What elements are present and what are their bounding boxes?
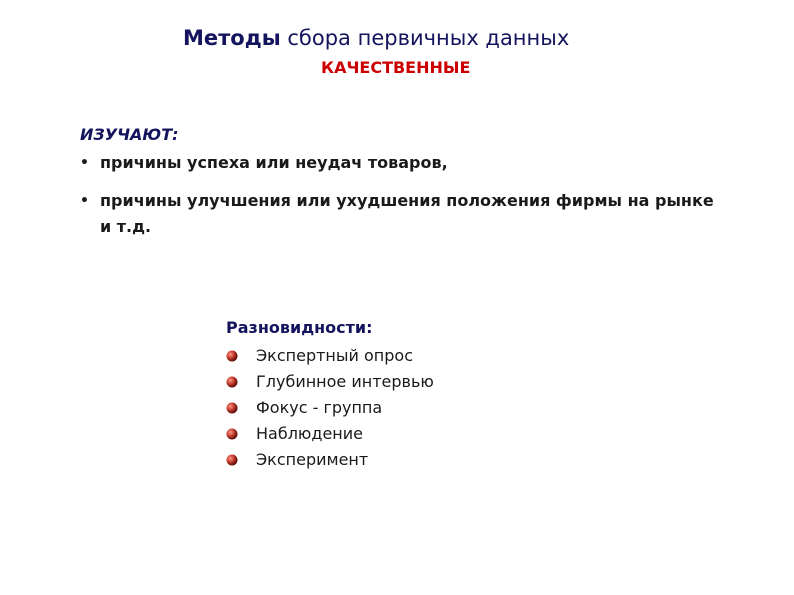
types-list-item [226, 421, 434, 447]
red-ball-icon [226, 402, 238, 414]
types-item-text: Экспертный опрос [256, 346, 413, 365]
types-item-text: Глубинное интервью [256, 372, 434, 391]
slide-title-rest: сбора первичных данных [280, 26, 570, 50]
slide-title-bold: Методы [183, 26, 281, 50]
red-ball-icon [226, 376, 238, 388]
types-list-item [226, 395, 434, 421]
types-list [226, 343, 434, 473]
types-heading: Разновидности: [226, 318, 373, 337]
types-item-text: Наблюдение [256, 424, 364, 443]
study-item-text: причины улучшения или ухудшения положения фирмы на рынке и т.д. [100, 191, 714, 236]
red-ball-icon [226, 350, 238, 362]
types-list-item [226, 343, 434, 369]
study-heading: ИЗУЧАЮТ: [80, 125, 179, 144]
types-item-text: Эксперимент [256, 450, 369, 469]
types-item-text: Фокус - группа [256, 398, 383, 417]
slide-subtitle: КАЧЕСТВЕННЫЕ [321, 58, 471, 77]
red-ball-icon [226, 428, 238, 440]
bullet-icon: • [80, 193, 89, 209]
study-list-item [80, 150, 720, 176]
study-list-item [80, 188, 720, 240]
types-list-item [226, 447, 434, 473]
study-item-text: причины успеха или неудач товаров, [100, 153, 448, 172]
types-list-item [226, 369, 434, 395]
slide-title [183, 26, 569, 50]
red-ball-icon [226, 454, 238, 466]
study-list [80, 150, 720, 252]
bullet-icon: • [80, 155, 89, 171]
